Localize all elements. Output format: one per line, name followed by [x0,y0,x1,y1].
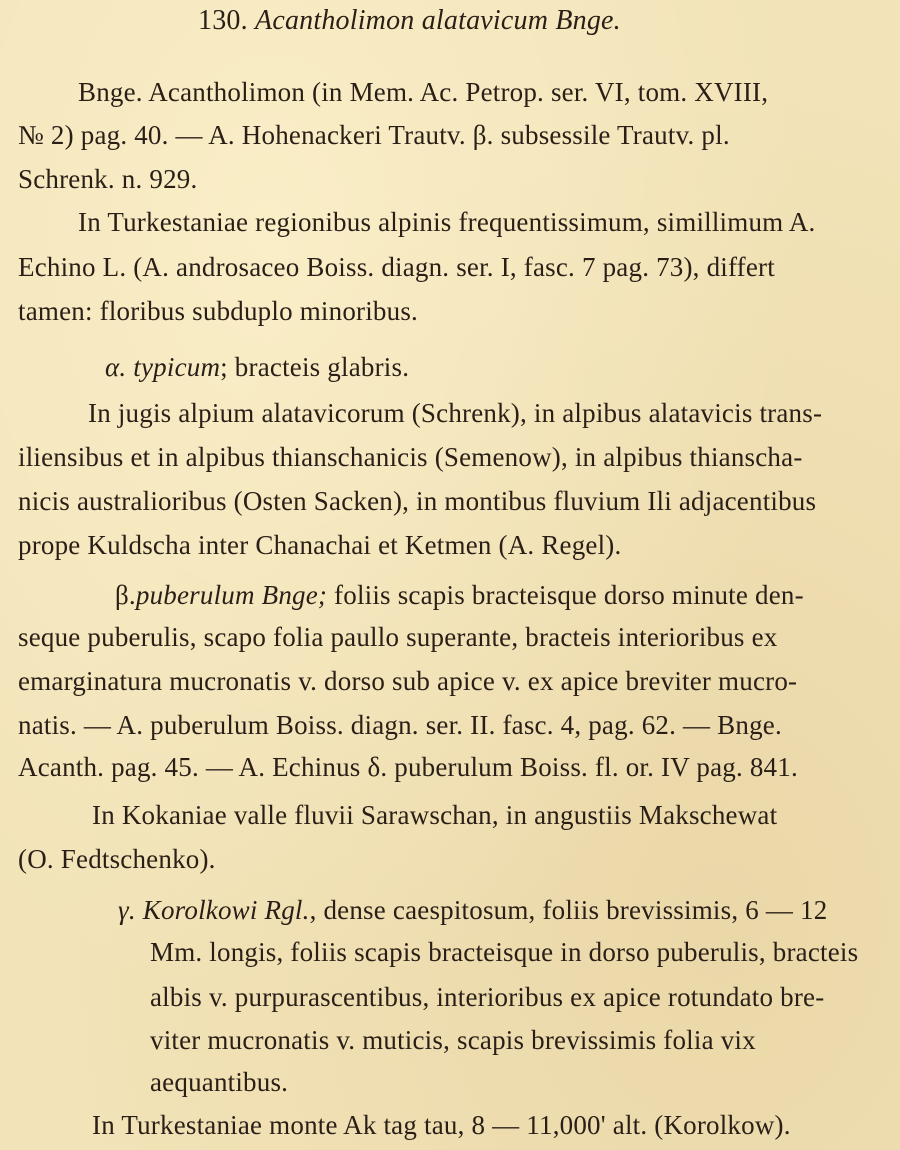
synonymy-line-2: № 2) pag. 40. — A. Hohenackeri Trautv. β. subsessile Trautv. pl. [18,120,730,150]
alpha-localities-line-1: In jugis alpium alatavicorum (Schrenk), in alpibus alatavicis trans- [88,398,823,428]
variety-beta-line-5: Acanth. pag. 45. — A. Echinus δ. puberulum Boiss. fl. or. IV pag. 841. [18,752,798,782]
variety-gamma-line-3: albis v. purpurascentibus, interioribus ex apice rotundato bre- [150,982,825,1012]
description-line-2: Echino L. (A. androsaceo Boiss. diagn. ser. I, fasc. 7 pag. 73), differt [18,252,775,282]
beta-localities-line-1: In Kokaniae valle fluvii Sarawschan, in angustiis Makschewat [92,800,778,830]
variety-beta-line-4: natis. — A. puberulum Boiss. diagn. ser. II. fasc. 4, pag. 62. — Bnge. [18,710,782,740]
variety-alpha-text: ; bracteis glabris. [220,352,410,382]
synonymy-line-3: Schrenk. n. 929. [18,164,198,194]
beta-localities-line-2: (O. Fedtschenko). [18,844,216,874]
variety-gamma-line-5: aequantibus. [150,1067,289,1097]
description-line-1: In Turkestaniae regionibus alpinis frequentissimum, simillimum A. [78,207,816,237]
variety-alpha-marker: α. [105,352,127,382]
variety-beta-text: foliis scapis bracteisque dorso minute den- [327,580,804,610]
species-heading [198,4,621,38]
alpha-localities-line-3: nicis australioribus (Osten Sacken), in montibus fluvium Ili adjacentibus [18,486,817,516]
variety-gamma-line-2: Mm. longis, foliis scapis bracteisque in dorso puberulis, bracteis [150,937,859,967]
variety-beta-name: puberulum Bnge; [135,580,328,610]
species-number: 130. [198,5,248,36]
gamma-localities-line-1: In Turkestaniae monte Ak tag tau, 8 — 11,000' alt. (Korolkow). [92,1110,791,1140]
species-name: Acantholimon alatavicum Bnge. [255,5,621,36]
variety-beta-marker: β. [115,580,136,610]
variety-beta-line-2: seque puberulis, scapo folia paullo superante, bracteis interioribus ex [18,622,778,652]
synonymy-line-1: Bnge. Acantholimon (in Mem. Ac. Petrop. ser. VI, tom. XVIII, [78,77,769,107]
variety-beta-line-3: emarginatura mucronatis v. dorso sub apice v. ex apice breviter mucro- [18,666,798,696]
alpha-localities-line-4: prope Kuldscha inter Chanachai et Ketmen (A. Regel). [18,530,622,560]
variety-beta-line-1 [115,578,804,612]
variety-alpha-line [105,350,409,384]
variety-gamma-line-1 [118,893,827,927]
variety-alpha-name: typicum [133,352,221,382]
variety-gamma-line-4: viter mucronatis v. muticis, scapis brevissimis folia vix [150,1025,756,1055]
alpha-localities-line-2: iliensibus et in alpibus thianschanicis (Semenow), in alpibus thiansсha- [18,442,803,472]
description-line-3: tamen: floribus subduplo minoribus. [18,296,418,326]
variety-gamma-text: , dense caespitosum, foliis brevissimis, 6 — 12 [309,895,828,925]
variety-gamma-name: Korolkowi Rgl. [142,895,310,925]
variety-gamma-marker: γ. [118,895,136,925]
